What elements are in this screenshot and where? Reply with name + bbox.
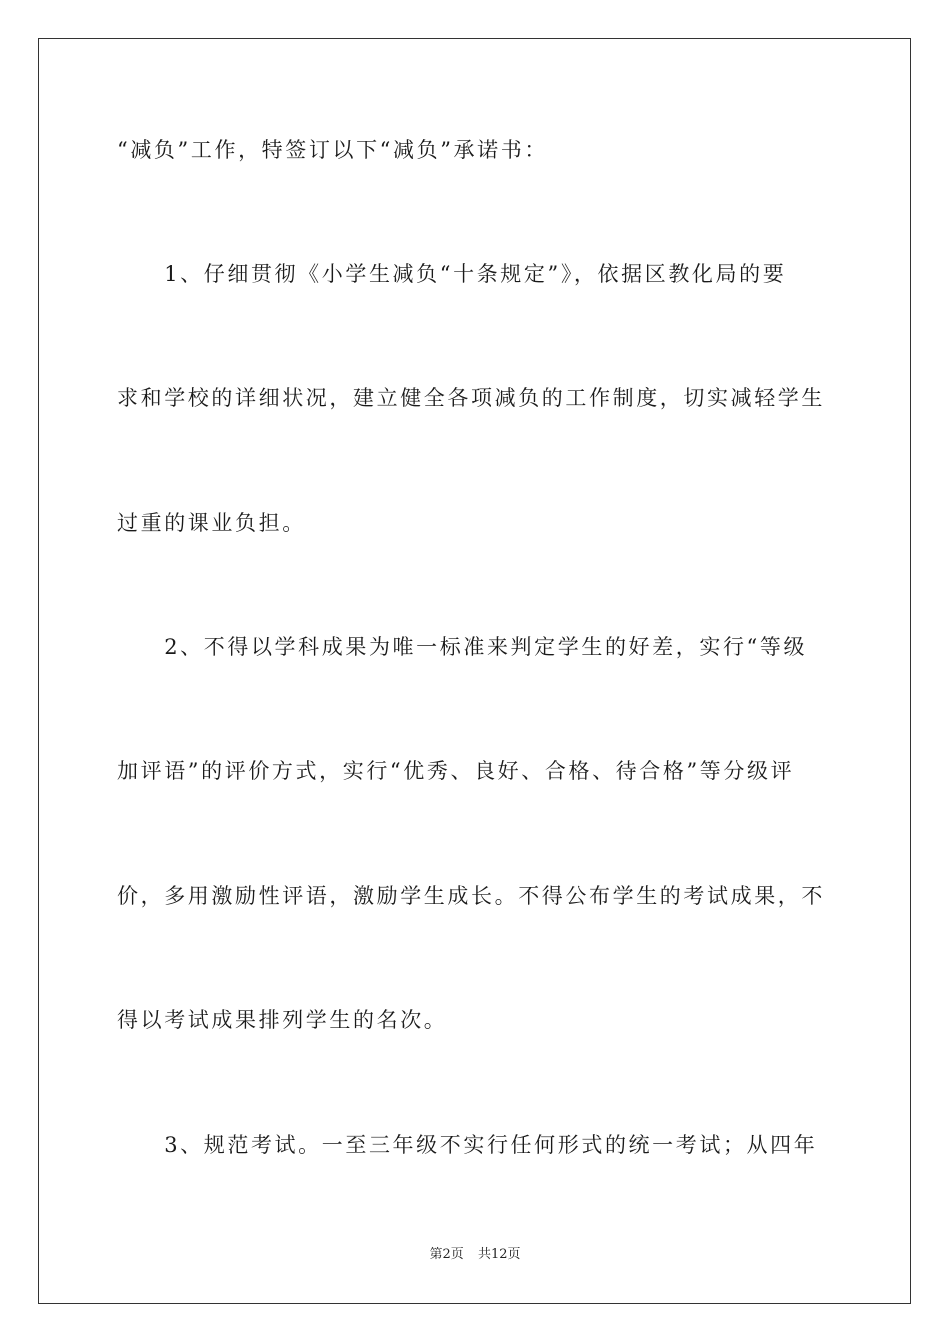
text-line-7: 价，多用激励性评语，激励学生成长。不得公布学生的考试成果，不	[117, 884, 825, 908]
page-number: 第2页	[429, 1247, 464, 1262]
page-border	[38, 38, 911, 1304]
text-line-5: 2、不得以学科成果为唯一标准来判定学生的好差，实行“等级	[117, 635, 808, 659]
page-total: 共12页	[477, 1247, 521, 1262]
text-line-2: 1、仔细贯彻《小学生减负“十条规定”》，依据区教化局的要	[117, 262, 787, 286]
text-line-9: 3、规范考试。一至三年级不实行任何形式的统一考试；从四年	[117, 1133, 818, 1157]
text-line-3: 求和学校的详细状况，建立健全各项减负的工作制度，切实减轻学生	[117, 386, 825, 410]
text-line-1: “减负”工作，特签订以下“减负”承诺书：	[117, 138, 548, 162]
page-footer	[0, 1247, 950, 1263]
text-line-8: 得以考试成果排列学生的名次。	[117, 1008, 448, 1032]
text-line-4: 过重的课业负担。	[117, 511, 306, 535]
text-line-6: 加评语”的评价方式，实行“优秀、良好、合格、待合格”等分级评	[117, 759, 795, 783]
